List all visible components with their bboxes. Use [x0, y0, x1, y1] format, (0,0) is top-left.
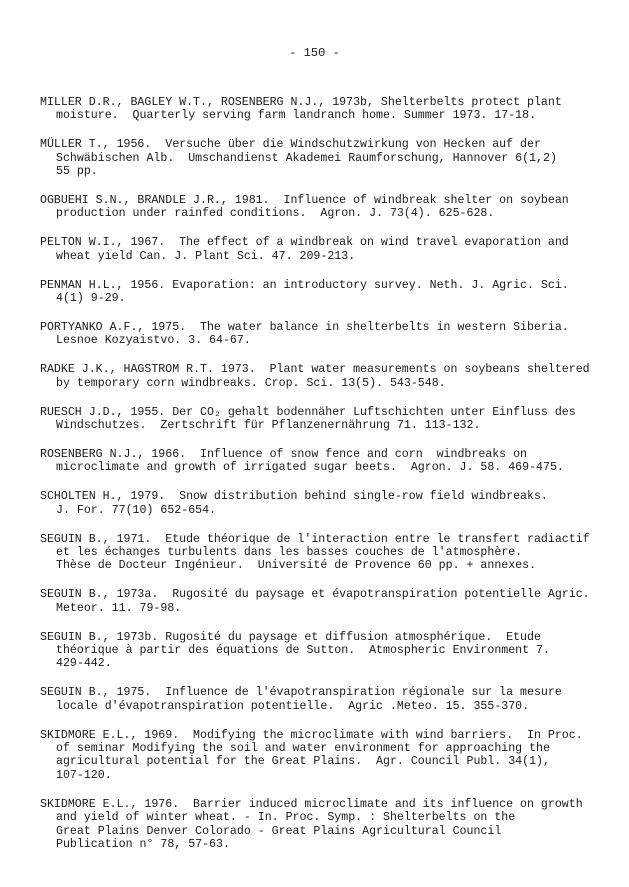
reference-continuation-line: J. For. 77(10) 652-654. — [56, 503, 217, 517]
reference-first-line: RUESCH J.D., 1955. Der CO₂ gehalt bodennäher Luftschichten unter Einfluss des — [40, 405, 576, 419]
reference-first-line: MÜLLER T., 1956. Versuche über die Windschutzwirkung von Hecken auf der — [40, 138, 541, 152]
reference-first-line: PENMAN H.L., 1956. Evaporation: an introductory survey. Neth. J. Agric. Sci. — [40, 278, 569, 292]
reference-first-line: PELTON W.I., 1967. The effect of a windbreak on wind travel evaporation and — [40, 236, 569, 250]
reference-continuation-line: and yield of winter wheat. - In. Proc. Symp. : Shelterbelts on the — [56, 811, 516, 825]
page-number: - 150 - — [289, 46, 340, 60]
reference-first-line: SEGUIN B., 1973a. Rugosité du paysage et évapotranspiration potentielle Agric. — [40, 588, 590, 602]
reference-entry — [40, 798, 620, 852]
reference-first-line: SKIDMORE E.L., 1969. Modifying the microclimate with wind barriers. In Proc. — [40, 728, 583, 742]
reference-continuation-line: 4(1) 9-29. — [56, 292, 126, 306]
reference-continuation-line: locale d'évapotranspiration potentielle. Agric .Meteo. 15. 355-370. — [56, 699, 530, 713]
reference-continuation-line: Thèse de Docteur Ingénieur. Université de Provence 60 pp. + annexes. — [56, 559, 537, 573]
reference-entry — [40, 533, 620, 573]
reference-continuation-line: Publication n° 78, 57-63. — [56, 837, 230, 851]
reference-continuation-line: moisture. Quarterly serving farm landranch home. Summer 1973. 17-18. — [56, 109, 537, 123]
reference-first-line: MILLER D.R., BAGLEY W.T., ROSENBERG N.J., 1973b, Shelterbelts protect plant — [40, 96, 562, 109]
reference-continuation-line: Windschutzes. Zertschrift für Pflanzenernährung 71. 113-132. — [56, 419, 481, 432]
reference-continuation-line: agricultural potential for the Great Plains. Agr. Council Publ. 34(1), — [56, 755, 550, 769]
reference-first-line: SCHOLTEN H., 1979. Snow distribution behind single-row field windbreaks. — [40, 490, 548, 504]
reference-entry — [40, 321, 620, 348]
reference-entry — [40, 406, 620, 433]
reference-first-line: RADKE J.K., HAGSTROM R.T. 1973. Plant water measurements on soybeans sheltered — [40, 363, 590, 377]
reference-continuation-line: microclimate and growth of irrigated sugar beets. Agron. J. 58. 469-475. — [56, 461, 564, 475]
reference-entry — [40, 363, 620, 390]
reference-continuation-line: théorique à partir des équations de Sutton. Atmospheric Environment 7. — [56, 643, 550, 657]
reference-continuation-line: 107-120. — [56, 768, 112, 782]
reference-continuation-line: Schwäbischen Alb. Umschandienst Akademei Raumforschung, Hannover 6(1,2) — [56, 151, 557, 165]
reference-first-line: ROSENBERG N.J., 1966. Influence of snow fence and corn windbreaks on — [40, 447, 528, 461]
reference-continuation-line: et les échanges turbulents dans les basses couches de l'atmosphère. — [56, 545, 523, 559]
reference-entry — [40, 138, 620, 178]
reference-first-line: OGBUEHI S.N., BRANDLE J.R., 1981. Influence of windbreak shelter on soybean — [40, 194, 569, 208]
reference-list — [40, 96, 620, 867]
reference-entry — [40, 588, 620, 615]
reference-entry — [40, 686, 620, 713]
reference-entry — [40, 194, 620, 221]
reference-entry — [40, 631, 620, 671]
reference-first-line: SEGUIN B., 1975. Influence de l'évapotranspiration régionale sur la mesure — [40, 686, 562, 700]
reference-first-line: SEGUIN B., 1971. Etude théorique de l'interaction entre le transfert radiactif — [40, 532, 590, 546]
reference-entry — [40, 236, 620, 263]
reference-first-line: PORTYANKO A.F., 1975. The water balance in shelterbelts in western Siberia. — [40, 320, 569, 334]
reference-continuation-line: wheat yield Can. J. Plant Sci. 47. 209-213. — [56, 249, 356, 263]
reference-continuation-line: Meteor. 11. 79-98. — [56, 601, 182, 615]
reference-continuation-line: by temporary corn windbreaks. Crop. Sci. 13(5). 543-548. — [56, 376, 446, 390]
reference-entry — [40, 729, 620, 783]
reference-first-line: SEGUIN B., 1973b. Rugosité du paysage et diffusion atmosphérique. Etude — [40, 630, 541, 644]
reference-continuation-line: production under rainfed conditions. Agron. J. 73(4). 625-628. — [56, 207, 495, 221]
reference-continuation-line: Great Plains Denver Colorado - Great Plains Agricultural Council — [56, 824, 502, 838]
reference-continuation-line: 55 pp. — [56, 165, 98, 179]
reference-first-line: SKIDMORE E.L., 1976. Barrier induced microclimate and its influence on growth — [40, 797, 583, 811]
reference-entry — [40, 279, 620, 306]
reference-entry — [40, 448, 620, 475]
reference-entry — [40, 490, 620, 517]
reference-continuation-line: 429-442. — [56, 657, 112, 671]
reference-continuation-line: of seminar Modifying the soil and water environment for approaching the — [56, 742, 550, 755]
reference-entry — [40, 96, 620, 123]
reference-continuation-line: Lesnoe Kozyaistvo. 3. 64-67. — [56, 334, 251, 348]
